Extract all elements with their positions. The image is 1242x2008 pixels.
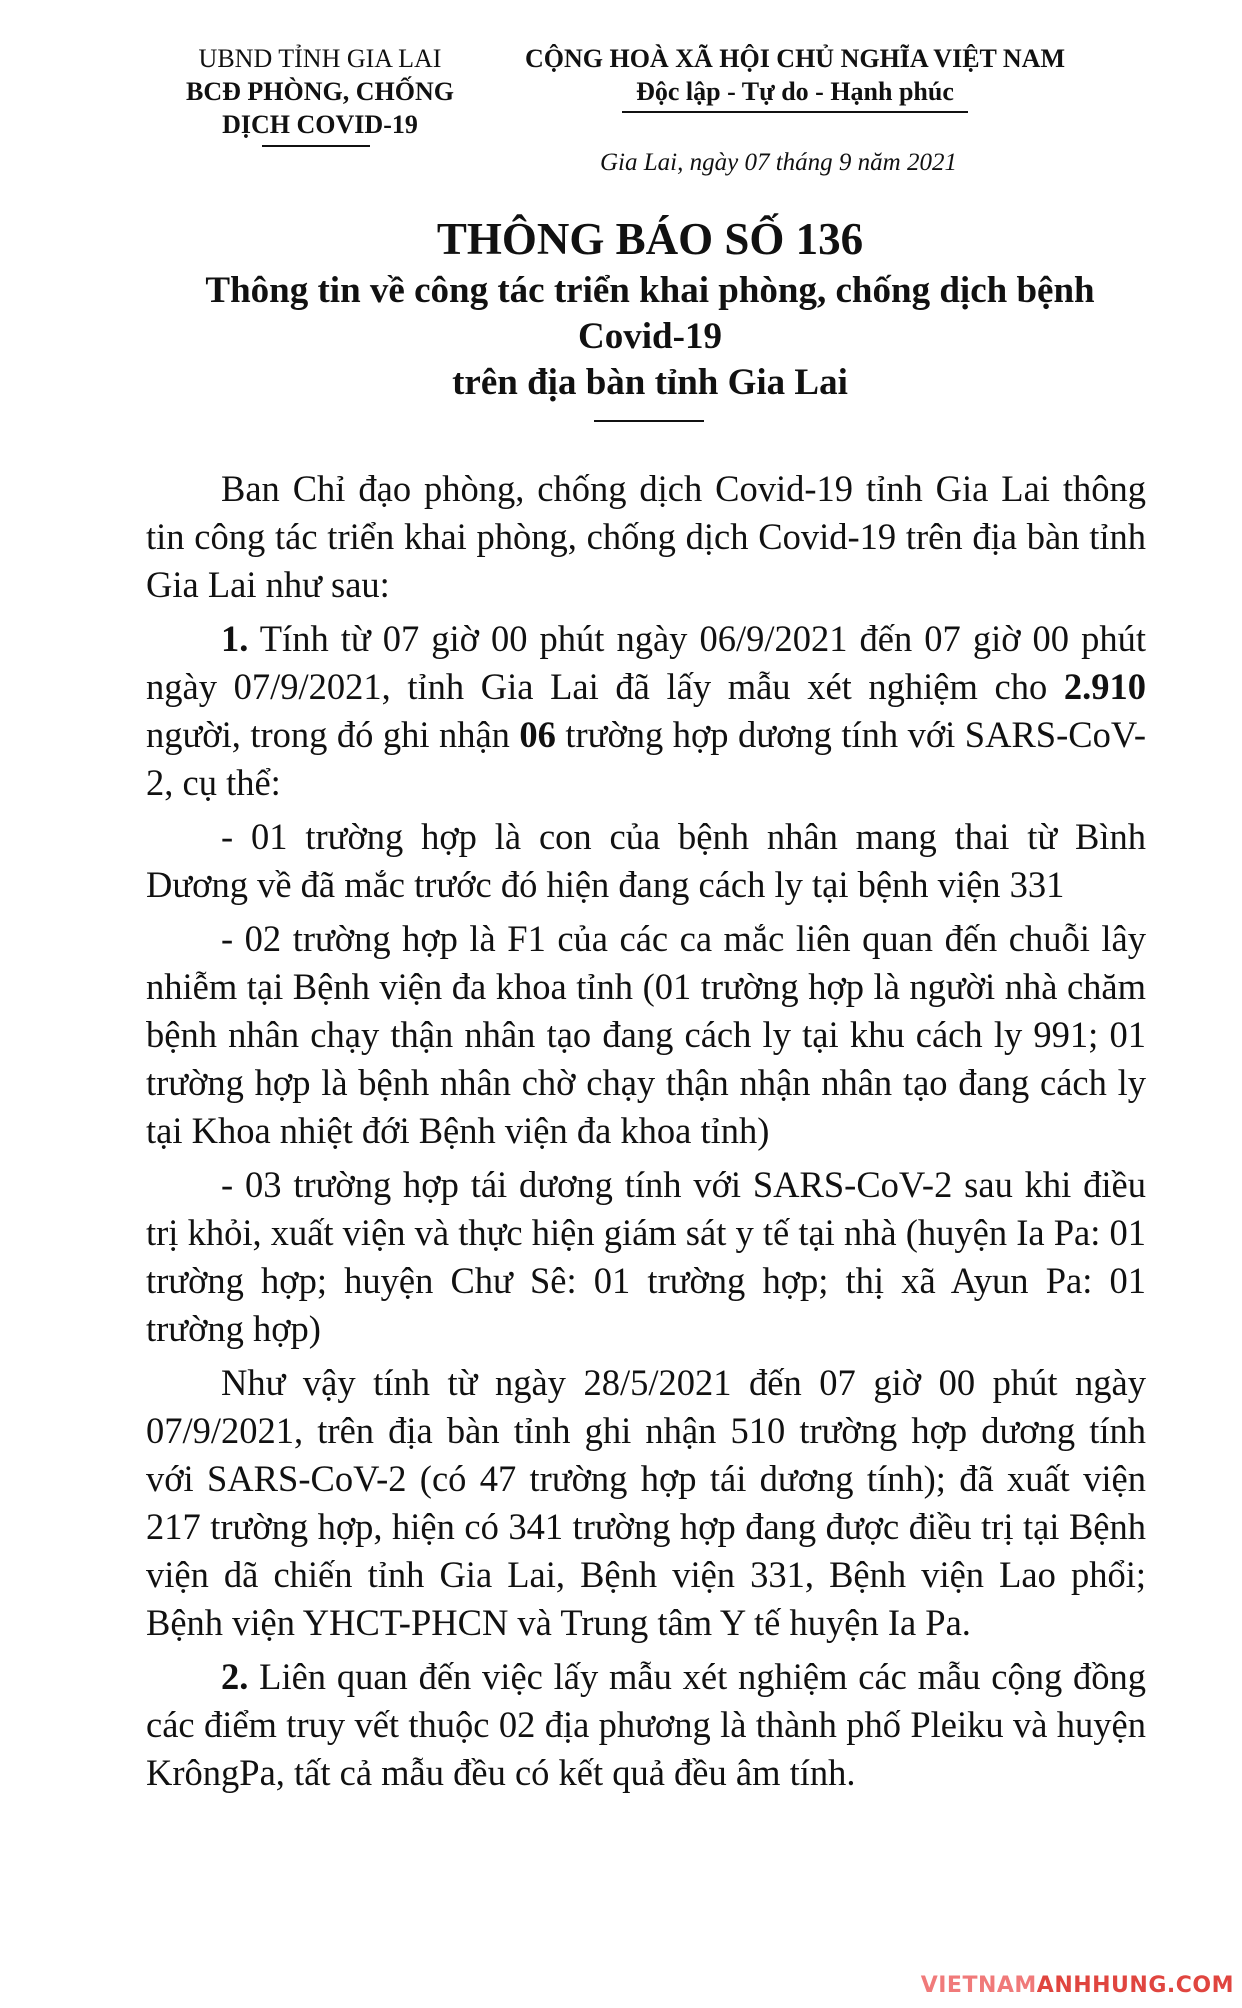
watermark: [921, 1973, 1234, 1998]
case-bullet-2: - 02 trường hợp là F1 của các ca mắc liên quan đến chuỗi lây nhiễm tại Bệnh viện đa khoa tỉnh (01 trường hợp là người nhà chăm bệnh nhân chạy thận nhân tạo đang cách ly tại khu cách ly 991; 01 trường hợp là bệnh nhân chờ chạy thận nhận nhân tạo đang cách ly tại Khoa nhiệt đới Bệnh viện đa khoa tỉnh): [146, 918, 1146, 1151]
section-1-number: 1.: [221, 618, 249, 659]
issuer-committee: BCĐ PHÒNG, CHỐNG: [186, 77, 454, 106]
notice-title: THÔNG BÁO SỐ 136: [436, 214, 864, 264]
samples-count: 2.910: [1063, 666, 1146, 707]
watermark-part-1: VIETNAM: [920, 1973, 1037, 1998]
section-2-paragraph: [146, 1653, 1146, 1797]
summary-paragraph: Như vậy tính từ ngày 28/5/2021 đến 07 giờ 00 phút ngày 07/9/2021, trên địa bàn tỉnh ghi nhận 510 trường hợp dương tính với SARS-CoV-2 (có 47 trường hợp tái dương tính); đã xuất viện 217 trường hợp, hiện có 341 trường hợp đang được điều trị tại Bệnh viện dã chiến tỉnh Gia Lai, Bệnh viện 331, Bệnh viện Lao phổi; Bệnh viện YHCT-PHCN và Trung tâm Y tế huyện Ia Pa.: [146, 1362, 1146, 1643]
section-1-text-b: người, trong đó ghi nhận: [146, 714, 510, 755]
intro-paragraph: Ban Chỉ đạo phòng, chống dịch Covid-19 tỉnh Gia Lai thông tin công tác triển khai phòng, chống dịch Covid-19 trên địa bàn tỉnh Gia Lai như sau:: [146, 468, 1146, 605]
section-1-paragraph: [146, 615, 1146, 807]
section-2-number: 2.: [221, 1656, 249, 1697]
issuer-block: [150, 42, 490, 141]
subtitle-line-2: Covid-19: [578, 316, 722, 357]
section-1-text-c: trường hợp dương tính với SARS-CoV-2, cụ thể:: [146, 714, 1146, 803]
issuer-authority: UBND TỈNH GIA LAI: [198, 44, 442, 73]
national-title: CỘNG HOÀ XÃ HỘI CHỦ NGHĨA VIỆT NAM: [524, 44, 1066, 73]
case-bullet-1: - 01 trường hợp là con của bệnh nhân mang thai từ Bình Dương về đã mắc trước đó hiện đang cách ly tại bệnh viện 331: [146, 816, 1146, 905]
case-bullet-3: - 03 trường hợp tái dương tính với SARS-CoV-2 sau khi điều trị khỏi, xuất viện và thực hiện giám sát y tế tại nhà (huyện Ia Pa: 01 trường hợp; huyện Chư Sê: 01 trường hợp; thị xã Ayun Pa: 01 trường hợp): [146, 1164, 1146, 1349]
watermark-part-2: ANHHUNG.COM: [1036, 1973, 1234, 1998]
section-1-text-a: Tính từ 07 giờ 00 phút ngày 06/9/2021 đến 07 giờ 00 phút ngày 07/9/2021, tỉnh Gia Lai đã lấy mẫu xét nghiệm cho: [146, 618, 1146, 707]
national-motto-block: [480, 42, 1110, 108]
subtitle-line-1: Thông tin về công tác triển khai phòng, chống dịch bệnh: [205, 270, 1095, 311]
notice-subtitle: [140, 268, 1160, 406]
document-body: [146, 465, 1146, 1803]
issuer-committee-line2: DỊCH COVID-19: [222, 110, 418, 139]
section-2-text: Liên quan đến việc lấy mẫu xét nghiệm các mẫu cộng đồng các điểm truy vết thuộc 02 địa phương là thành phố Pleiku và huyện KrôngPa, tất cả mẫu đều có kết quả đều âm tính.: [146, 1656, 1147, 1793]
motto-underline: [622, 111, 968, 113]
title-underline: [594, 420, 704, 422]
issuer-underline: [262, 145, 370, 147]
subtitle-line-3: trên địa bàn tỉnh Gia Lai: [452, 362, 848, 403]
national-motto: Độc lập - Tự do - Hạnh phúc: [636, 77, 954, 106]
dateline: Gia Lai, ngày 07 tháng 9 năm 2021: [600, 149, 957, 176]
positive-cases-count: 06: [519, 714, 556, 755]
